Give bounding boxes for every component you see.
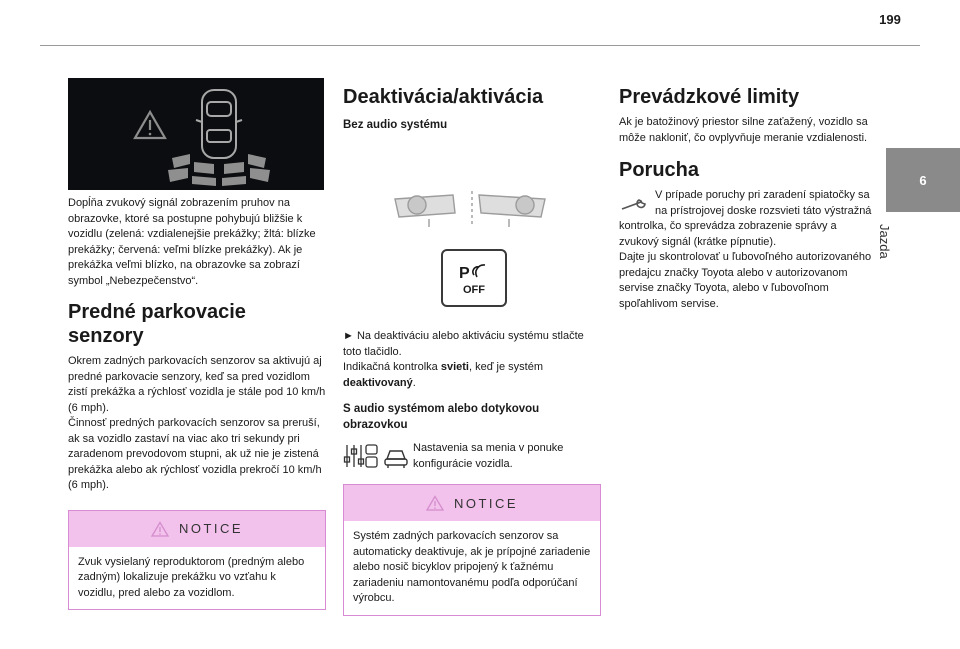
notice-header — [344, 485, 600, 521]
audio-system-subheading: S audio systémom alebo dotykovou obrazovkou — [343, 403, 540, 431]
front-sensors-text-2: Činnosť predných parkovacích senzorov sa preruší, ak sa vozidlo zastaví na viac ako tri sekundy pri zaradenom prevodovom stupni, ak už nie je zistená prekážka alebo ak rýchlosť vozidla prekročí 10 km/h (6 mph). — [68, 417, 322, 491]
notice-text: Systém zadných parkovacích senzorov sa automaticky deaktivuje, ak je prípojné zariadenie alebo nosič bicyklov pripojený k ťažnému zariadeniu namontovanému podľa odporúčaní výrobcu. — [353, 530, 591, 604]
deactivation-heading: Deaktivácia/aktivácia — [343, 86, 544, 108]
menu-row — [343, 441, 601, 472]
fault-heading: Porucha — [619, 159, 700, 181]
danger-warning-icon — [135, 112, 165, 138]
chapter-label: Jazda — [877, 224, 892, 259]
column-left — [68, 78, 326, 610]
notice-title: NOTICE — [178, 521, 244, 536]
limits-heading: Prevádzkové limity — [619, 86, 800, 108]
notice-box-left — [68, 510, 326, 611]
warning-triangle-icon — [426, 495, 444, 511]
limits-text: Ak je batožinový priestor silne zaťažený, vozidlo sa môže nakloniť, čo ovplyvňuje meranie vzdialenosti. — [619, 116, 868, 144]
car-front-icon — [385, 451, 407, 468]
notice-box-middle — [343, 484, 601, 616]
svg-text:P: P — [459, 264, 470, 282]
off-label: OFF — [463, 283, 485, 296]
park-assist-off-button[interactable] — [441, 249, 507, 307]
column-right — [619, 78, 877, 312]
wrench-icon — [619, 198, 649, 212]
menu-text: Nastavenia sa menia v ponuke konfigurácie vozidla. — [413, 442, 564, 470]
fault-block — [619, 188, 877, 312]
park-sensor-icon — [457, 261, 491, 283]
notice-title: NOTICE — [453, 495, 519, 511]
indicator-text: Indikačná kontrolka svieti, keď je systém deaktivovaný. — [343, 361, 543, 389]
dashboard-controls-icon — [395, 191, 545, 227]
fault-text-2: Dajte ju skontrolovať u ľubovoľného autorizovaného predajcu značky Toyota alebo v autorizovanom servise značky Toyota, alebo v ľubovoľnom spoľahlivom servise. — [619, 251, 872, 310]
car-top-view-icon — [196, 90, 242, 158]
fault-text: V prípade poruchy pri zaradení spiatočky sa na prístrojovej doske rozsvieti táto výstražná kontrolka, čo sprevádza zobrazenie správy a zvukový signál (krátke pípnutie). — [619, 189, 872, 248]
parking-display-illustration — [68, 78, 324, 190]
page-number: 199 — [879, 12, 901, 27]
chapter-tab[interactable] — [886, 148, 960, 212]
header-rule — [40, 45, 920, 46]
front-sensors-text: Okrem zadných parkovacích senzorov sa aktivujú aj predné parkovacie senzory, keď sa pred vozidlom zistí prekážka a rýchlosť vozidla je stále pod 10 km/h (6 mph). — [68, 355, 326, 414]
warning-triangle-icon — [151, 521, 169, 537]
display-caption: Dopĺňa zvukový signál zobrazením pruhov na obrazovke, ktoré sa postupne pohybujú bližšie k vozidlu (zelená: vzdialenejšie prekážky; žltá: blízke prekážky; červená: veľmi blízke prekážky). Ak je prekážka veľmi blízko, na obrazovke sa zobrazí symbol „Nebezpečenstvo“. — [68, 197, 316, 287]
chapter-number: 6 — [919, 172, 927, 188]
toggle-instruction: ► Na deaktiváciu alebo aktiváciu systému stlačte toto tlačidlo. — [343, 330, 584, 358]
notice-header — [69, 511, 325, 547]
button-illustration — [343, 139, 601, 296]
settings-menu-icon — [343, 441, 409, 471]
no-audio-subheading: Bez audio systému — [343, 119, 448, 131]
front-sensors-heading: Predné parkovacie senzory — [68, 301, 246, 347]
notice-text: Zvuk vysielaný reproduktorom (predným alebo zadným) lokalizuje prekážku vo vzťahu k vozidlu, pred alebo za vozidlom. — [78, 555, 305, 599]
column-middle — [343, 78, 601, 616]
